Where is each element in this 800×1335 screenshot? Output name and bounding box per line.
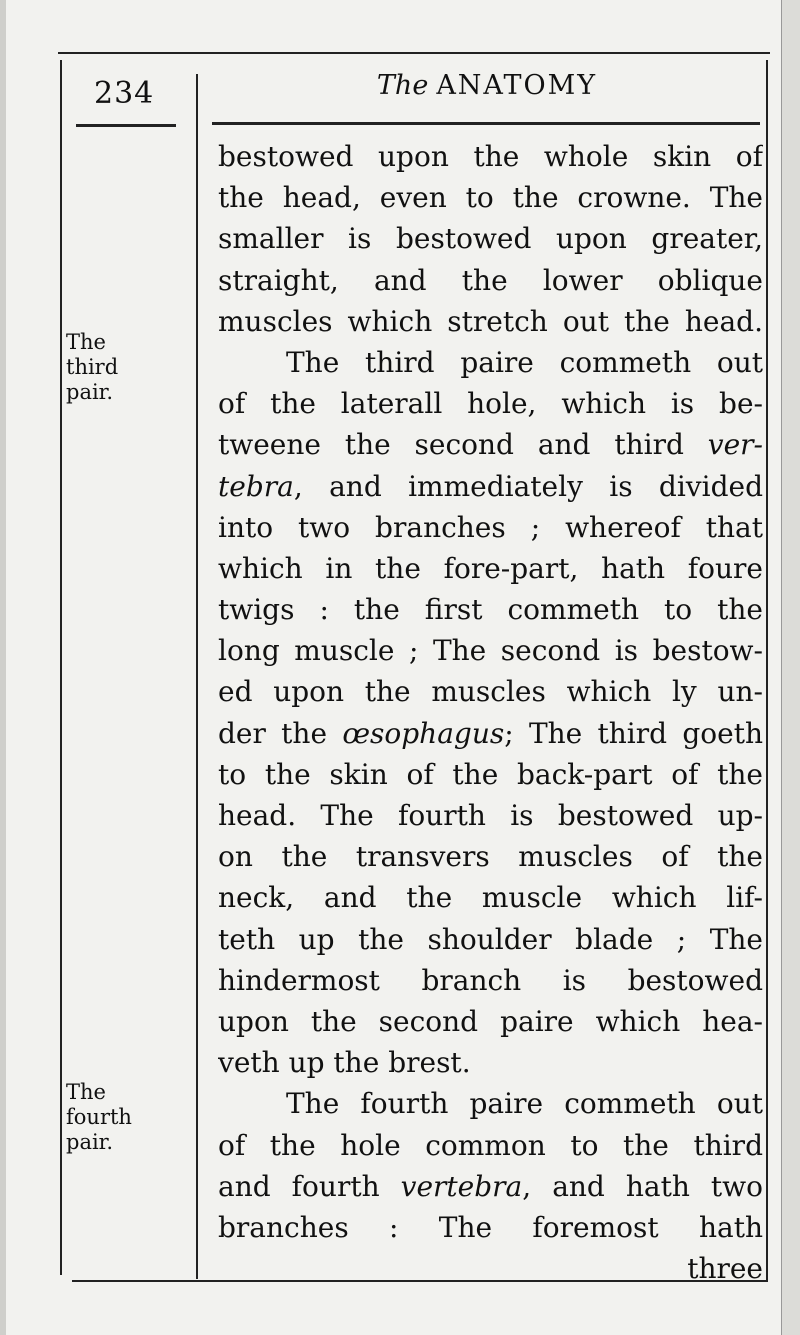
margin-note-third-pair	[66, 330, 191, 405]
page-number: 234	[94, 76, 155, 111]
italic-term: tebra	[218, 469, 294, 503]
margin-note-line: third	[66, 355, 119, 379]
margin-note-line: fourth	[66, 1105, 132, 1129]
text-line: the head, even to the crowne. The	[218, 181, 763, 215]
text-line: muscles which stretch out the head.	[218, 304, 763, 338]
text-line: into two branches ; whereof that	[218, 510, 763, 544]
text-line: veth up the brest.	[218, 1046, 471, 1080]
margin-column-rule	[196, 74, 198, 1279]
running-head	[212, 70, 762, 101]
text-line: to the skin of the back-part of the	[218, 757, 763, 791]
margin-note-line: The	[66, 330, 106, 354]
text-line: ed upon the muscles which ly un-	[218, 675, 763, 709]
text-line	[218, 424, 763, 465]
margin-note-line: pair.	[66, 1130, 114, 1154]
text-segment: , and immediately is divided	[293, 469, 763, 503]
text-line	[218, 466, 763, 507]
frame-top-rule	[58, 52, 770, 54]
text-line	[218, 713, 763, 754]
text-line: neck, and the muscle which lif-	[218, 881, 763, 915]
text-line: The fourth paire commeth out	[286, 1087, 763, 1121]
text-segment: , and hath two	[522, 1169, 763, 1203]
italic-term: ver-	[707, 428, 763, 462]
text-line: of the laterall hole, which is be-	[218, 387, 763, 421]
text-segment: tweene the second and third	[218, 428, 708, 462]
text-line: upon the second paire which hea-	[218, 1004, 763, 1038]
text-line: hindermost branch is bestowed	[218, 963, 763, 997]
page-edge-left	[0, 0, 6, 1335]
text-line: smaller is bestowed upon greater,	[218, 222, 763, 256]
text-segment: ; The third goeth	[504, 716, 763, 750]
margin-note-fourth-pair	[66, 1080, 191, 1155]
text-line: The third paire commeth out	[286, 345, 763, 379]
running-head-article: The	[376, 70, 429, 101]
text-line: teth up the shoulder blade ; The	[218, 922, 763, 956]
running-head-title: ANATOMY	[436, 70, 598, 101]
italic-term: vertebra	[400, 1169, 523, 1203]
margin-note-line: The	[66, 1080, 106, 1104]
page-edge-right	[781, 0, 800, 1335]
header-rule-margin	[76, 124, 176, 127]
italic-term: œsophagus	[342, 716, 505, 750]
text-line: head. The fourth is bestowed up-	[218, 799, 763, 832]
text-segment: der the	[218, 716, 343, 750]
text-segment: and fourth	[218, 1169, 401, 1203]
margin-note-line: pair.	[66, 380, 114, 404]
text-line	[218, 1166, 763, 1207]
text-line: straight, and the lower oblique	[218, 263, 763, 297]
body-text	[218, 136, 763, 1289]
text-line: branches : The foremost hath	[218, 1210, 763, 1244]
text-line: long muscle ; The second is bestow-	[218, 634, 763, 668]
catchword: three	[687, 1252, 763, 1286]
text-line: which in the fore-part, hath foure	[218, 551, 763, 585]
frame-right-rule	[766, 60, 768, 1280]
header-rule-text	[212, 122, 760, 125]
text-line: bestowed upon the whole skin of	[218, 140, 763, 173]
text-line: twigs : the first commeth to the	[218, 593, 763, 627]
text-line: of the hole common to the third	[218, 1128, 763, 1162]
frame-left-rule	[60, 60, 62, 1275]
text-line: on the transvers muscles of the	[218, 840, 763, 874]
